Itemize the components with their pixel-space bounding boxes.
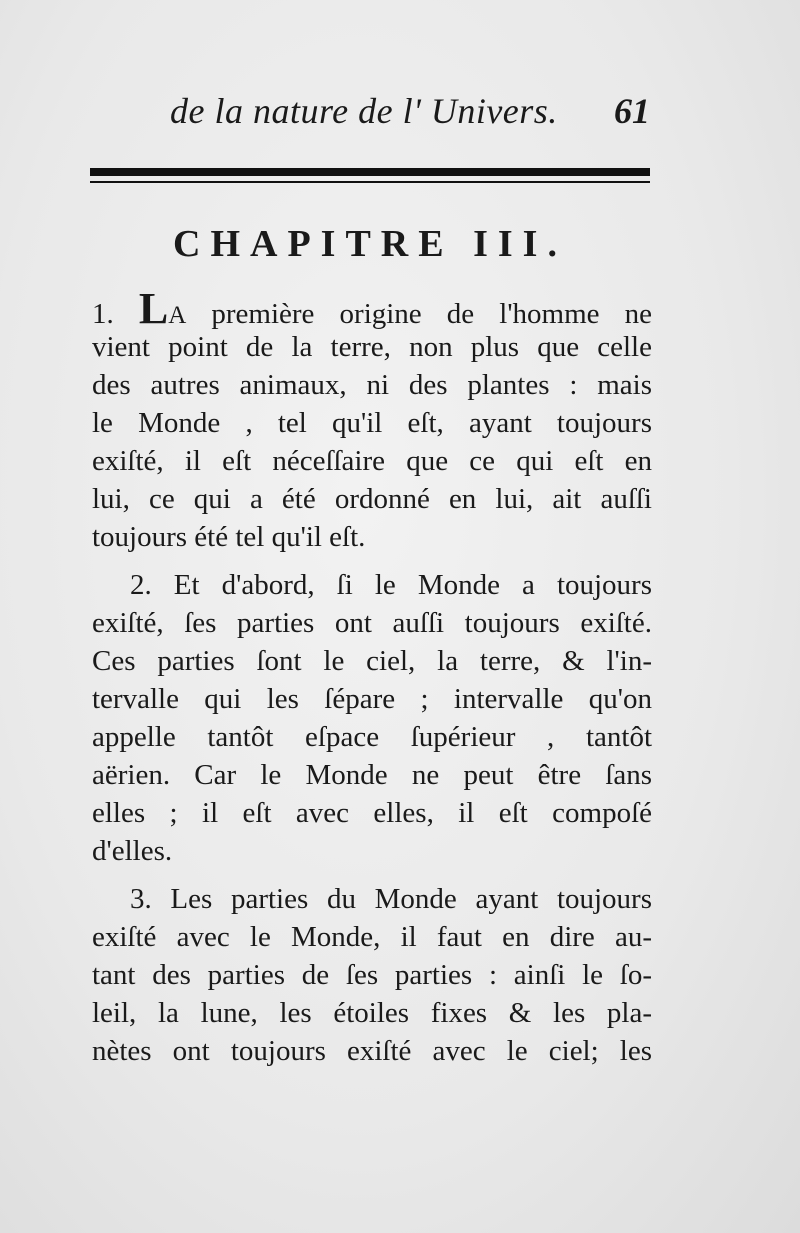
text-line [92,284,652,333]
paragraph-gap [92,870,652,880]
drop-cap: L [138,284,169,333]
body-text [92,284,652,1070]
text-line: toujours été tel qu'il eſt. [92,521,366,553]
text-line: exiſté, il eſt néceſſaire que ce qui eſt en [92,445,652,477]
text-line: lui, ce qui a été ordonné en lui, ait auſſi [92,483,652,515]
text-line: tant des parties de ſes parties : ainſi le ſo- [92,959,652,991]
text-line: leil, la lune, les étoiles fixes & les pla- [92,997,652,1029]
text-line: appelle tantôt eſpace ſupérieur , tantôt [92,721,652,753]
header-rule-thick [90,168,650,176]
text-line: nètes ont toujours exiſté avec le ciel; les [92,1035,652,1067]
paragraph-number: 1. [92,298,114,330]
text-line: vient point de la terre, non plus que celle [92,331,652,363]
line-text: première origine de l'homme ne [186,298,652,330]
text-line: exiſté, ſes parties ont auſſi toujours exiſté. [92,607,652,639]
text-line: 3. Les parties du Monde ayant toujours [130,883,652,915]
page-number: 61 [614,91,650,131]
text-line: elles ; il eſt avec elles, il eſt compoſé [92,797,652,829]
text-line: Ces parties ſont le ciel, la terre, & l'in- [92,645,652,677]
chapter-title: CHAPITRE III. [173,223,567,265]
text-line: exiſté avec le Monde, il faut en dire au- [92,921,652,953]
text-line: 2. Et d'abord, ſi le Monde a toujours [130,569,652,601]
text-line: aërien. Car le Monde ne peut être ſans [92,759,652,791]
text-line: d'elles. [92,835,173,867]
text-line: le Monde , tel qu'il eſt, ayant toujours [92,407,652,439]
header-rule-thin [90,181,650,183]
running-title: de la nature de l' Univers. [170,91,558,131]
text-line: des autres animaux, ni des plantes : mais [92,369,652,401]
running-head [170,90,650,140]
paragraph-gap [92,556,652,566]
text-line: tervalle qui les ſépare ; intervalle qu'on [92,683,652,715]
small-cap: A [168,302,187,329]
